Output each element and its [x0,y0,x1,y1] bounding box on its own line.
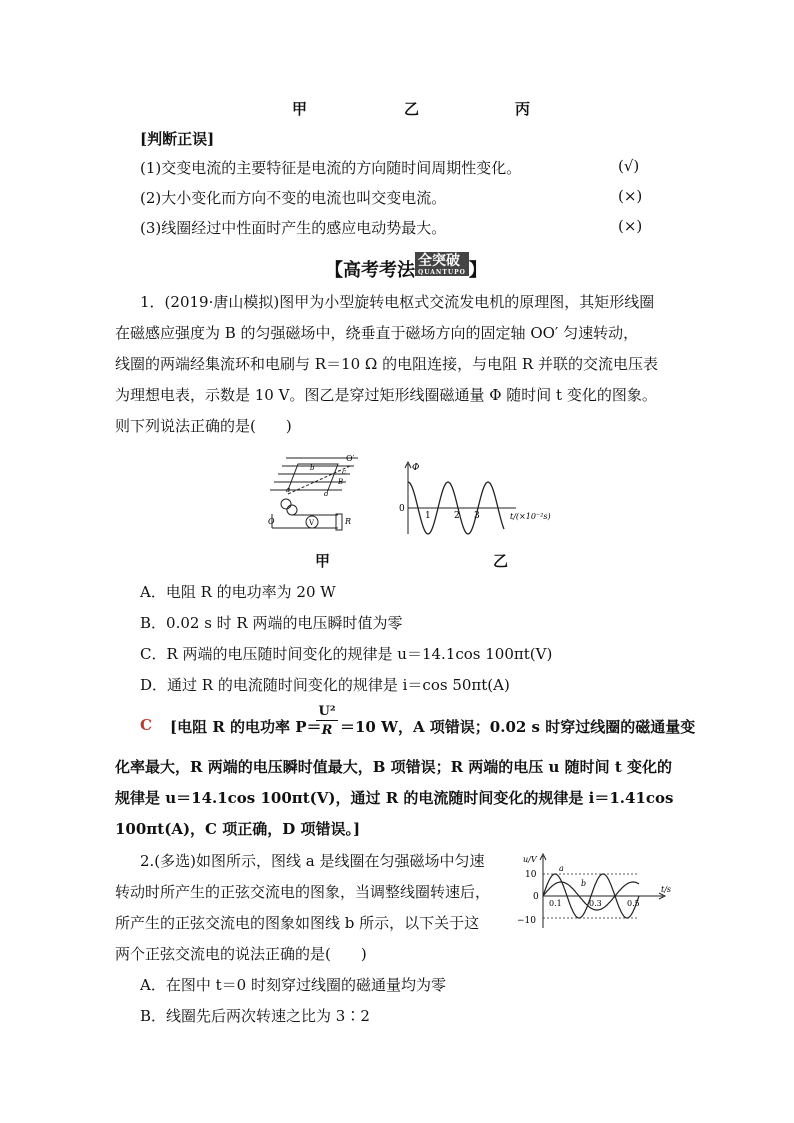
section-banner [325,254,487,282]
generator-diagram [268,452,368,540]
judge-item-1: (1)交变电流的主要特征是电流的方向随时间周期性变化。 [140,159,522,177]
judge-mark-3: (×) [618,217,643,235]
label-d: d [324,490,329,498]
t-tick-3: 3 [474,511,480,521]
judge-mark-1: (√) [618,157,640,175]
q1-exp-line-2: 规律是 u＝14.1cos 100πt(V)，通过 R 的电流随时间变化的规律是 i＝1.41cos [115,789,674,807]
top-label-jia: 甲 [292,100,308,118]
t-tick-2: 2 [454,511,460,521]
q1-option-a: A．电阻 R 的电功率为 20 W [140,583,336,601]
q2-line-1: 2.(多选)如图所示，图线 a 是线圈在匀强磁场中匀速 [140,852,485,870]
label-o-prime: O′ [346,454,355,463]
fig-label-jia: 甲 [315,552,331,570]
ac-zero: 0 [533,892,539,902]
label-a: a [286,486,291,494]
q1-line-4: 为理想电表，示数是 10 V。图乙是穿过矩形线圈磁通量 Φ 随时间 t 变化的图象。 [115,386,657,404]
ac-ylabel: u/V [523,855,537,864]
label-c: c [342,468,346,476]
q1-line-3: 线圈的两端经集流环和电刷与 R＝10 Ω 的电阻连接，与电阻 R 并联的交流电压表 [115,355,658,373]
label-b-curve: b [581,879,587,888]
label-a-curve: a [559,864,564,873]
q1-exp-line-1: 化率最大，R 两端的电压瞬时值最大，B 项错误；R 两端的电压 u 随时间 t 变化的 [115,758,673,776]
q2-option-a: A．在图中 t＝0 时刻穿过线圈的磁通量均为零 [140,976,446,994]
q1-option-c: C．R 两端的电压随时间变化的规律是 u＝14.1cos 100πt(V) [140,645,553,663]
top-label-bing: 丙 [515,100,531,118]
q1-line-2: 在磁感应强度为 B 的匀强磁场中，绕垂直于磁场方向的固定轴 OO′ 匀速转动， [115,324,639,342]
label-b: b [310,464,315,472]
banner-box-text: 全突破 [418,253,460,269]
q1-exp-post: ＝10 W，A 项错误；0.02 s 时穿过线圈的磁通量变 [340,718,696,736]
zero-label: 0 [399,504,405,514]
q1-exp-line-3: 100πt(A)，C 项正确，D 项错误。] [115,820,361,838]
ac-x-03: 0.3 [589,899,602,908]
flux-graph [396,458,561,538]
ac-y-bot: −10 [517,916,536,926]
label-V: V [309,519,315,527]
q2-option-b: B．线圈先后两次转速之比为 3∶2 [140,1007,370,1025]
t-axis-label: t/(×10⁻²s) [510,512,551,521]
label-O: O [268,517,275,526]
t-tick-1: 1 [425,511,431,521]
banner-right: 】 [468,260,487,281]
q1-exp-pre: [电阻 R 的电功率 P＝ [170,718,322,736]
fig-label-yi: 乙 [493,552,509,570]
ac-graph [515,852,675,932]
banner-left: 【高考考法 [325,260,415,281]
q1-answer: C [140,716,152,734]
banner-box [415,252,469,276]
phi-label: Φ [412,463,420,473]
label-B: B [338,478,344,486]
ac-y-top: 10 [525,870,537,880]
ac-xlabel: t/s [661,885,672,894]
q1-option-d: D．通过 R 的电流随时间变化的规律是 i＝cos 50πt(A) [140,676,510,694]
judge-item-2: (2)大小变化而方向不变的电流也叫交变电流。 [140,189,447,207]
judge-title: [判断正误] [140,130,215,148]
q1-line-1: 1．(2019·唐山模拟)图甲为小型旋转电枢式交流发电机的原理图，其矩形线圈 [140,293,655,311]
q1-line-5: 则下列说法正确的是( ) [115,417,292,435]
ac-x-05: 0.5 [627,899,640,908]
ac-x-01: 0.1 [549,899,562,908]
q1-option-b: B．0.02 s 时 R 两端的电压瞬时值为零 [140,614,403,632]
q2-line-4: 两个正弦交流电的说法正确的是( ) [115,945,367,963]
q2-line-3: 所产生的正弦交流电的图象如图线 b 所示，以下关于这 [115,914,480,932]
judge-item-3: (3)线圈经过中性面时产生的感应电动势最大。 [140,219,447,237]
judge-mark-2: (×) [618,187,643,205]
banner-box-sub: QUANTUPO [418,269,466,276]
q1-exp-frac-num: U² [316,704,338,721]
top-label-yi: 乙 [404,100,420,118]
q1-exp-frac-den: R [321,723,333,738]
q2-line-2: 转动时所产生的正弦交流电的图象，当调整线圈转速后， [115,883,491,901]
label-R: R [345,517,352,526]
